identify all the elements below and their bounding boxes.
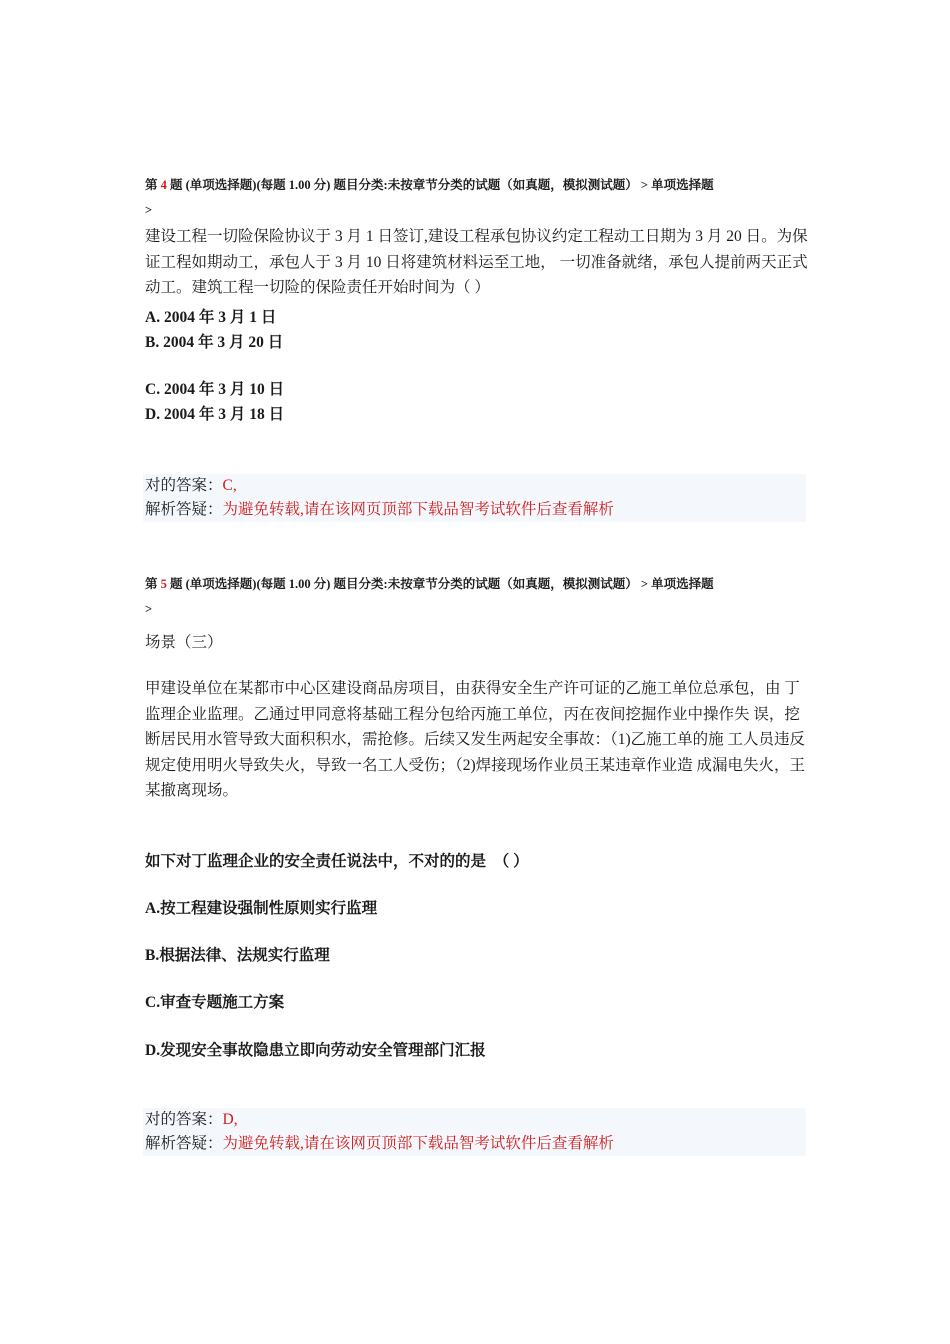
- answer-label: 对的答案：: [145, 477, 223, 494]
- question-4-header: [145, 173, 810, 223]
- q4-answer-box: [143, 474, 806, 522]
- q4-analysis-line: [143, 498, 806, 522]
- q5-option-d: D.发现安全事故隐患立即向劳动安全管理部门汇报: [145, 1042, 486, 1059]
- q4-option-b: B. 2004 年 3 月 20 日: [145, 334, 284, 351]
- answer-value: D,: [222, 1111, 238, 1128]
- analysis-label: 解析答疑：: [145, 501, 223, 518]
- question-prefix: 第: [145, 577, 158, 591]
- q5-answer-line: [143, 1108, 806, 1132]
- q5-option-a: A.按工程建设强制性原则实行监理: [145, 900, 378, 917]
- question-meta: 题 (单项选择题)(每题 1.00 分) 题目分类:未按章节分类的试题（如真题，模拟测试题） > 单项选择题: [170, 178, 714, 192]
- q4-option-c: C. 2004 年 3 月 10 日: [145, 381, 285, 398]
- q4-option-d: D. 2004 年 3 月 18 日: [145, 406, 285, 423]
- analysis-value: 为避免转载,请在该网页顶部下载品智考试软件后查看解析: [222, 501, 614, 518]
- question-number: 5: [160, 577, 167, 591]
- question-5-header: [145, 572, 810, 622]
- question-meta-tail: >: [145, 203, 153, 217]
- question-5-prompt: 如下对丁监理企业的安全责任说法中，不对的的是 （ ）: [145, 853, 529, 870]
- q5-option-b: B.根据法律、法规实行监理: [145, 947, 330, 964]
- analysis-value: 为避免转载,请在该网页顶部下载品智考试软件后查看解析: [222, 1135, 614, 1152]
- analysis-label: 解析答疑：: [145, 1135, 223, 1152]
- question-meta: 题 (单项选择题)(每题 1.00 分) 题目分类:未按章节分类的试题（如真题，模拟测试题） > 单项选择题: [170, 577, 714, 591]
- question-prefix: 第: [145, 178, 158, 192]
- question-meta-tail: >: [145, 602, 153, 616]
- q5-option-c: C.审查专题施工方案: [145, 994, 285, 1011]
- q4-answer-line: [143, 474, 806, 498]
- question-5-scene: 场景（三）: [145, 634, 223, 651]
- question-number: 4: [160, 178, 167, 192]
- q5-analysis-line: [143, 1132, 806, 1156]
- question-5-stem: 甲建设单位在某都市中心区建设商品房项目，由获得安全生产许可证的乙施工单位总承包，由 丁监理企业监理。乙通过甲同意将基础工程分包给丙施工单位，丙在夜间挖掘作业中操作失 误，挖断居民用水管导致大面积积水，需抢修。后续又发生两起安全事故：（1)乙施工单的施 工人员违反规定使用明火导致失火，导致一名工人受伤；（2)焊接现场作业员王某违章作业造 成漏电失火，王某撤离现场。: [145, 680, 806, 799]
- answer-value: C,: [222, 477, 237, 494]
- question-4-stem: 建设工程一切险保险协议于 3 月 1 日签订,建设工程承包协议约定工程动工日期为 3 月 20 日。为保证工程如期动工，承包人于 3 月 10 日将建筑材料运至工地， 一切准备就绪，承包人提前两天正式动工。建筑工程一切险的保险责任开始时间为（ ）: [145, 228, 808, 296]
- answer-label: 对的答案：: [145, 1111, 223, 1128]
- q4-option-a: A. 2004 年 3 月 1 日: [145, 309, 277, 326]
- q5-answer-box: [143, 1108, 806, 1156]
